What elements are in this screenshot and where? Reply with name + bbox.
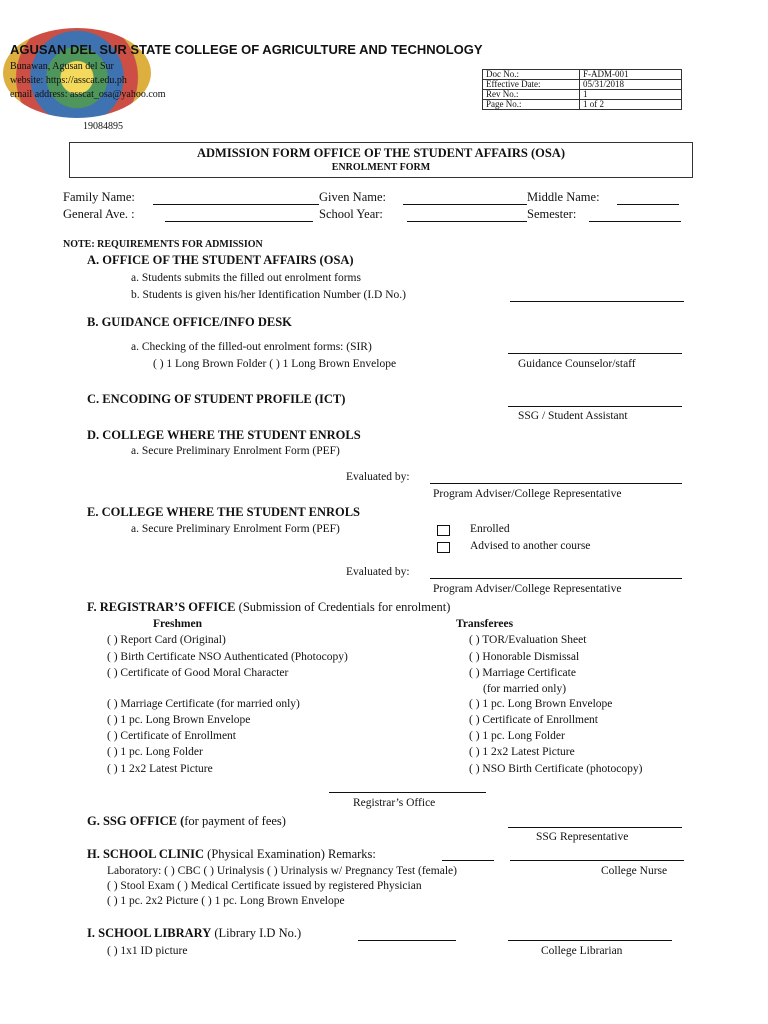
section-a-item: a. Students submits the filled out enrolment forms bbox=[131, 272, 361, 284]
ict-signature-line[interactable] bbox=[508, 406, 682, 407]
doc-info-label: Rev No.: bbox=[483, 90, 580, 100]
section-e-title: E. COLLEGE WHERE THE STUDENT ENROLS bbox=[87, 505, 361, 519]
section-f-note: (Submission of Credentials for enrolment) bbox=[235, 600, 451, 614]
section-b-sub: ( ) 1 Long Brown Folder ( ) 1 Long Brown Envelope bbox=[153, 358, 397, 370]
doc-info-row bbox=[483, 90, 682, 100]
enrolled-label: Enrolled bbox=[470, 523, 510, 535]
transferees-item: ( ) 1 pc. Long Folder bbox=[469, 730, 565, 742]
freshmen-item: ( ) Certificate of Enrollment bbox=[107, 730, 237, 742]
ssg-signer: SSG Representative bbox=[536, 831, 629, 843]
guidance-signature-line[interactable] bbox=[508, 353, 682, 354]
doc-info-value: F-ADM-001 bbox=[580, 70, 682, 80]
freshmen-heading: Freshmen bbox=[153, 618, 202, 630]
section-e-item: a. Secure Preliminary Enrolment Form (PEF) bbox=[131, 523, 340, 535]
institution-address: Bunawan, Agusan del Sur bbox=[10, 61, 114, 72]
form-subtitle: ENROLMENT FORM bbox=[331, 162, 431, 173]
given-name-field[interactable] bbox=[403, 204, 527, 205]
clinic-signature-line[interactable] bbox=[510, 860, 684, 861]
freshmen-item: ( ) 1 pc. Long Folder bbox=[107, 746, 203, 758]
doc-info-row bbox=[483, 100, 682, 110]
middle-name-label: Middle Name: bbox=[527, 190, 600, 204]
freshmen-item: ( ) Birth Certificate NSO Authenticated (Photocopy) bbox=[107, 651, 348, 663]
section-a-item: b. Students is given his/her Identification Number (I.D No.) bbox=[131, 289, 406, 301]
section-i-title: I. SCHOOL LIBRARY bbox=[87, 926, 212, 940]
section-h-heading bbox=[87, 847, 376, 862]
id-number-field[interactable] bbox=[510, 301, 684, 302]
given-name-label: Given Name: bbox=[319, 190, 386, 204]
section-d-title: D. COLLEGE WHERE THE STUDENT ENROLS bbox=[87, 428, 361, 442]
requirements-note: NOTE: REQUIREMENTS FOR ADMISSION bbox=[63, 239, 263, 250]
institution-name: AGUSAN DEL SUR STATE COLLEGE OF AGRICULTURE AND TECHNOLOGY bbox=[10, 42, 483, 57]
advised-label: Advised to another course bbox=[470, 540, 591, 552]
transferees-item: ( ) Certificate of Enrollment bbox=[469, 714, 599, 726]
library-item: ( ) 1x1 ID picture bbox=[107, 945, 188, 957]
document-number: 19084895 bbox=[83, 121, 123, 132]
institution-email: email address: asscat_osa@yahoo.com bbox=[10, 89, 166, 100]
freshmen-item: ( ) Marriage Certificate (for married only) bbox=[107, 698, 300, 710]
semester-field[interactable] bbox=[589, 221, 681, 222]
family-name-field[interactable] bbox=[153, 204, 319, 205]
transferees-item: (for married only) bbox=[483, 683, 567, 695]
section-h-title: H. SCHOOL CLINIC bbox=[87, 847, 205, 861]
section-a-title: A. OFFICE OF THE STUDENT AFFAIRS (OSA) bbox=[87, 253, 354, 267]
family-name-label: Family Name: bbox=[63, 190, 135, 204]
section-d-evaluated-label: Evaluated by: bbox=[346, 471, 410, 483]
document-control-table bbox=[482, 69, 682, 110]
doc-info-value: 1 bbox=[580, 90, 682, 100]
clinic-remarks-field[interactable] bbox=[442, 860, 494, 861]
transferees-item: ( ) 1 pc. Long Brown Envelope bbox=[469, 698, 613, 710]
school-year-field[interactable] bbox=[407, 221, 527, 222]
clinic-line: ( ) Stool Exam ( ) Medical Certificate issued by registered Physician bbox=[107, 880, 422, 892]
middle-name-field[interactable] bbox=[617, 204, 679, 205]
library-signature-line[interactable] bbox=[508, 940, 672, 941]
section-i-heading bbox=[87, 926, 301, 941]
transferees-item: ( ) Marriage Certificate bbox=[469, 667, 576, 679]
guidance-signer: Guidance Counselor/staff bbox=[518, 358, 636, 370]
section-b-item: a. Checking of the filled-out enrolment forms: (SIR) bbox=[131, 341, 372, 353]
registrar-signature-line[interactable] bbox=[329, 792, 486, 793]
section-h-note: (Physical Examination) Remarks: bbox=[204, 847, 376, 861]
semester-label: Semester: bbox=[527, 207, 577, 221]
section-e-signer: Program Adviser/College Representative bbox=[433, 583, 622, 595]
library-signer: College Librarian bbox=[541, 945, 623, 957]
section-e-signature-line[interactable] bbox=[430, 578, 682, 579]
section-g-title: G. SSG OFFICE ( bbox=[87, 814, 185, 828]
transferees-item: ( ) 1 2x2 Latest Picture bbox=[469, 746, 575, 758]
section-b-title: B. GUIDANCE OFFICE/INFO DESK bbox=[87, 315, 292, 329]
registrar-signer: Registrar’s Office bbox=[353, 797, 436, 809]
freshmen-item: ( ) 1 pc. Long Brown Envelope bbox=[107, 714, 251, 726]
advised-checkbox[interactable] bbox=[437, 542, 450, 553]
doc-info-label: Page No.: bbox=[483, 100, 580, 110]
doc-info-value: 1 of 2 bbox=[580, 100, 682, 110]
doc-info-label: Doc No.: bbox=[483, 70, 580, 80]
doc-info-value: 05/31/2018 bbox=[580, 80, 682, 90]
general-average-label: General Ave. : bbox=[63, 207, 135, 221]
section-f-title: F. REGISTRAR’S OFFICE bbox=[87, 600, 236, 614]
school-year-label: School Year: bbox=[319, 207, 383, 221]
doc-info-row bbox=[483, 70, 682, 80]
freshmen-item: ( ) 1 2x2 Latest Picture bbox=[107, 763, 213, 775]
section-d-item: a. Secure Preliminary Enrolment Form (PEF) bbox=[131, 445, 340, 457]
transferees-heading: Transferees bbox=[456, 618, 514, 630]
section-c-title: C. ENCODING OF STUDENT PROFILE (ICT) bbox=[87, 392, 346, 406]
transferees-item: ( ) NSO Birth Certificate (photocopy) bbox=[469, 763, 643, 775]
doc-info-row bbox=[483, 80, 682, 90]
doc-info-label: Effective Date: bbox=[483, 80, 580, 90]
clinic-line: Laboratory: ( ) CBC ( ) Urinalysis ( ) Urinalysis w/ Pregnancy Test (female) bbox=[107, 865, 457, 877]
section-i-note: (Library I.D No.) bbox=[211, 926, 302, 940]
section-f-heading bbox=[87, 600, 450, 615]
freshmen-item: ( ) Report Card (Original) bbox=[107, 634, 226, 646]
form-title: ADMISSION FORM OFFICE OF THE STUDENT AFFAIRS (OSA) bbox=[197, 146, 565, 160]
transferees-item: ( ) TOR/Evaluation Sheet bbox=[469, 634, 587, 646]
section-e-evaluated-label: Evaluated by: bbox=[346, 566, 410, 578]
section-g-note: for payment of fees) bbox=[184, 814, 286, 828]
general-average-field[interactable] bbox=[165, 221, 313, 222]
enrolled-checkbox[interactable] bbox=[437, 525, 450, 536]
section-g-heading bbox=[87, 814, 286, 829]
freshmen-item: ( ) Certificate of Good Moral Character bbox=[107, 667, 289, 679]
library-id-field[interactable] bbox=[358, 940, 456, 941]
clinic-line: ( ) 1 pc. 2x2 Picture ( ) 1 pc. Long Brown Envelope bbox=[107, 895, 345, 907]
section-d-signature-line[interactable] bbox=[430, 483, 682, 484]
institution-website: website: https://asscat.edu.ph bbox=[10, 75, 127, 86]
section-d-signer: Program Adviser/College Representative bbox=[433, 488, 622, 500]
ssg-signature-line[interactable] bbox=[508, 827, 682, 828]
transferees-item: ( ) Honorable Dismissal bbox=[469, 651, 580, 663]
clinic-signer: College Nurse bbox=[601, 865, 668, 877]
ict-signer: SSG / Student Assistant bbox=[518, 410, 628, 422]
